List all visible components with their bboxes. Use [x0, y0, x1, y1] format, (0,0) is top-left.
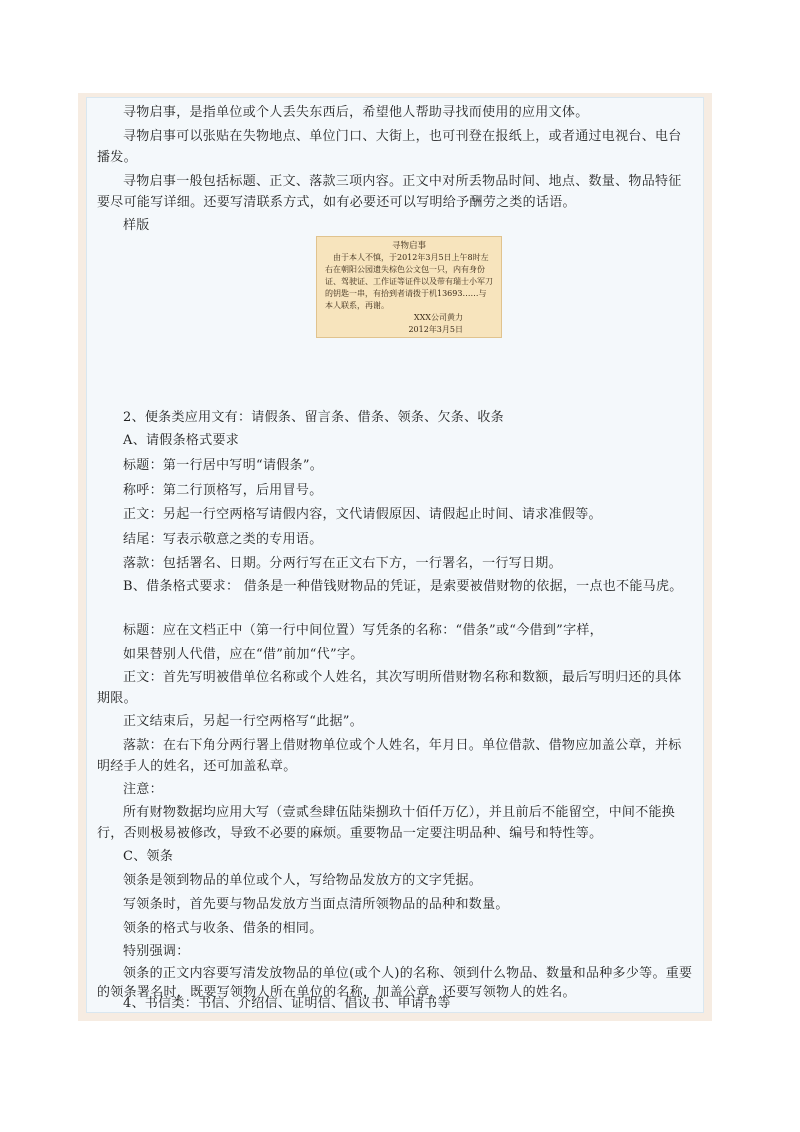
section-b-heading: B、借条格式要求： 借条是一种借钱财物品的凭证，是索要被借财物的依据，一点也不能马虎。 — [123, 579, 683, 594]
section-b-note-label: 注意： — [123, 782, 163, 797]
section-4-heading: 4、书信类：书信、介绍信、证明信、倡议书、申请书等 — [123, 996, 451, 1011]
section-a-ending: 结尾：写表示敬意之类的专用语。 — [123, 532, 323, 547]
section-c-definition: 领条是领到物品的单位或个人，写给物品发放方的文字凭据。 — [123, 873, 483, 888]
section-c-emphasis: 领条的正文内容要写清发放物品的单位(或个人)的名称、领到什么物品、数量和品种多少等。重要的领条署名时，既要写领物人所在单位的名称，加盖公章，还要写领物人的姓名。 — [97, 966, 693, 1000]
intro-paragraph-2: 寻物启事可以张贴在失物地点、单位门口、大街上，也可刊登在报纸上，或者通过电视台、电台播发。 — [97, 129, 682, 165]
section-b-body-end: 正文结束后，另起一行空两格写“此据”。 — [123, 714, 363, 729]
intro-paragraph-1: 寻物启事，是指单位或个人丢失东西后，希望他人帮助寻找而使用的应用文体。 — [123, 105, 589, 120]
section-a-title: 标题：第一行居中写明“请假条”。 — [123, 458, 324, 473]
section-c-heading: C、领条 — [123, 849, 174, 864]
section-c-emphasis-label: 特别强调： — [123, 944, 190, 959]
section-c-format: 领条的格式与收条、借条的相同。 — [123, 921, 323, 936]
section-a-signature: 落款：包括署名、日期。分两行写在正文右下方，一行署名，一行写日期。 — [123, 556, 562, 571]
sample-notice-image — [316, 236, 502, 338]
section-c-when: 写领条时，首先要与物品发放方当面点清所领物品的品种和数量。 — [123, 897, 509, 912]
sample-notice-signer: XXX公司黄力 — [413, 313, 463, 322]
section-a-heading: A、请假条格式要求 — [123, 433, 240, 448]
section-b-signature: 落款：在右下角分两行署上借财物单位或个人姓名，年月日。单位借款、借物应加盖公章，并标明经手人的姓名，还可加盖私章。 — [97, 738, 682, 774]
page-frame — [78, 93, 712, 1021]
sample-heading: 样版 — [123, 218, 150, 233]
section-a-body: 正文：另起一行空两格写请假内容，文代请假原因、请假起止时间、请求准假等。 — [123, 507, 602, 522]
section-a-salutation: 称呼：第二行顶格写，后用冒号。 — [123, 483, 323, 498]
section-b-note: 所有财物数据均应用大写（壹贰叁肆伍陆柒捌玖十佰仟万亿），并且前后不能留空，中间不能换行，否则极易被修改，导致不必要的麻烦。重要物品一定要注明品种、编号和特性等。 — [97, 805, 676, 841]
sample-notice-body: 由于本人不慎，于2012年3月5日上午8时左右在朝阳公园遗失棕色公文包一只，内有身份证、驾驶证、工作证等证件以及带有瑞士小军刀的钥匙一串，有拾到者请拨于机13693……与本人联系，再谢。 — [325, 253, 493, 310]
sample-notice-date: 2012年3月5日 — [408, 325, 463, 334]
section-b-body: 正文：首先写明被借单位名称或个人姓名，其次写明所借财物名称和数额，最后写明归还的具体期限。 — [97, 670, 682, 706]
intro-paragraph-3: 寻物启事一般包括标题、正文、落款三项内容。正文中对所丢物品时间、地点、数量、物品特征要尽可能写详细。还要写清联系方式，如有必要还可以写明给予酬劳之类的话语。 — [97, 174, 682, 210]
content-panel — [86, 97, 704, 1013]
section-b-proxy: 如果替别人代借，应在“借”前加“代”字。 — [123, 647, 364, 662]
section-2-heading: 2、便条类应用文有：请假条、留言条、借条、领条、欠条、收条 — [123, 410, 504, 425]
section-b-title: 标题：应在文档正中（第一行中间位置）写凭条的名称：“借条”或“今借到”字样， — [123, 623, 603, 638]
sample-notice-title: 寻物启事 — [391, 241, 426, 251]
